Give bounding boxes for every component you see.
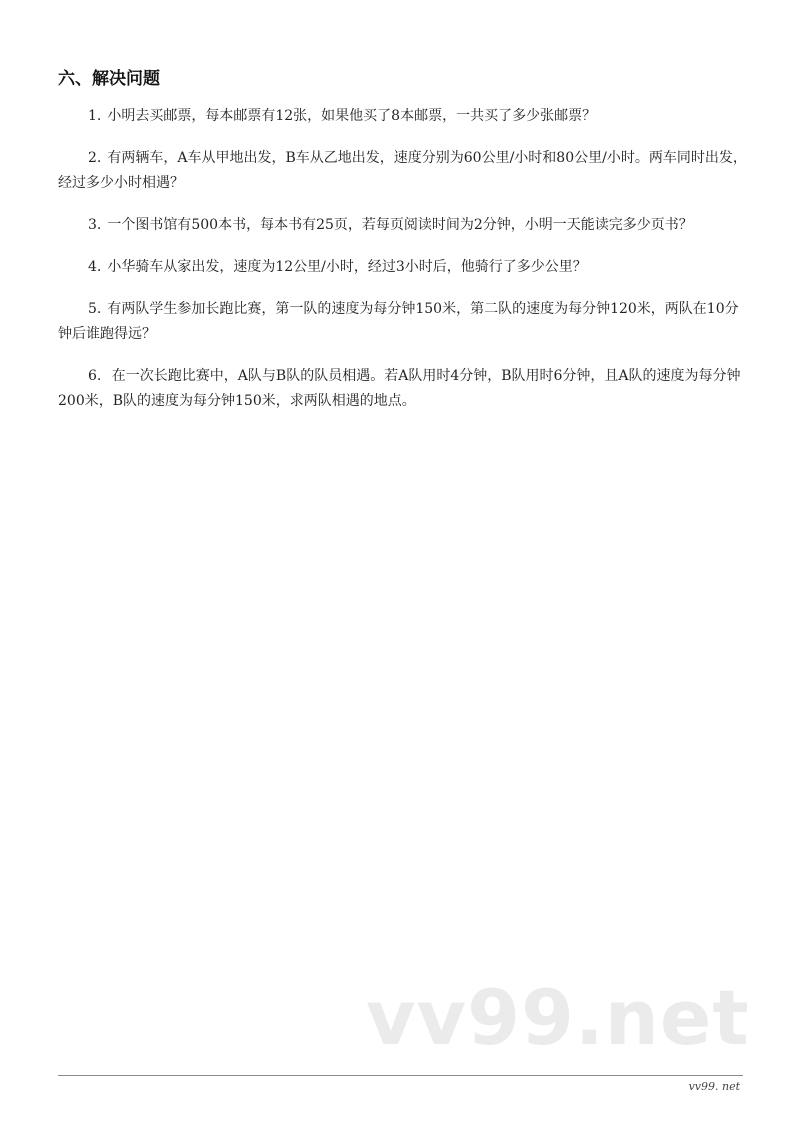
question-item <box>58 297 748 347</box>
question-text: 在一次长跑比赛中，A队与B队的队员相遇。若A队用时4分钟，B队用时6分钟，且A队的速度为每分钟200米，B队的速度为每分钟150米，求两队相遇的地点。 <box>58 368 741 409</box>
question-text: 小明去买邮票，每本邮票有12张，如果他买了8本邮票，一共买了多少张邮票？ <box>107 108 597 124</box>
question-number: 5. <box>88 301 102 317</box>
question-number: 1. <box>88 108 102 124</box>
section-title: 六、解决问题 <box>58 69 160 89</box>
question-text: 一个图书馆有500本书，每本书有25页，若每页阅读时间为2分钟，小明一天能读完多少页书？ <box>107 217 693 233</box>
question-number: 6. <box>88 368 102 384</box>
footer-site-label: vv99. net <box>688 1080 740 1093</box>
question-text: 小华骑车从家出发，速度为12公里/小时，经过3小时后，他骑行了多少公里？ <box>107 259 587 275</box>
question-item <box>58 255 748 280</box>
question-number: 2. <box>88 150 102 166</box>
question-list <box>58 104 748 431</box>
question-text: 有两队学生参加长跑比赛，第一队的速度为每分钟150米，第二队的速度为每分钟120米，两队在10分钟后谁跑得远？ <box>58 301 739 342</box>
question-text: 有两辆车，A车从甲地出发，B车从乙地出发，速度分别为60公里/小时和80公里/小时。两车同时出发，经过多少小时相遇？ <box>58 150 747 191</box>
watermark: vv99.net <box>366 973 750 1062</box>
question-item <box>58 104 748 129</box>
question-item <box>58 364 748 414</box>
question-number: 3. <box>88 217 102 233</box>
question-item <box>58 146 748 196</box>
footer-divider <box>58 1075 743 1076</box>
question-item <box>58 213 748 238</box>
question-number: 4. <box>88 259 102 275</box>
